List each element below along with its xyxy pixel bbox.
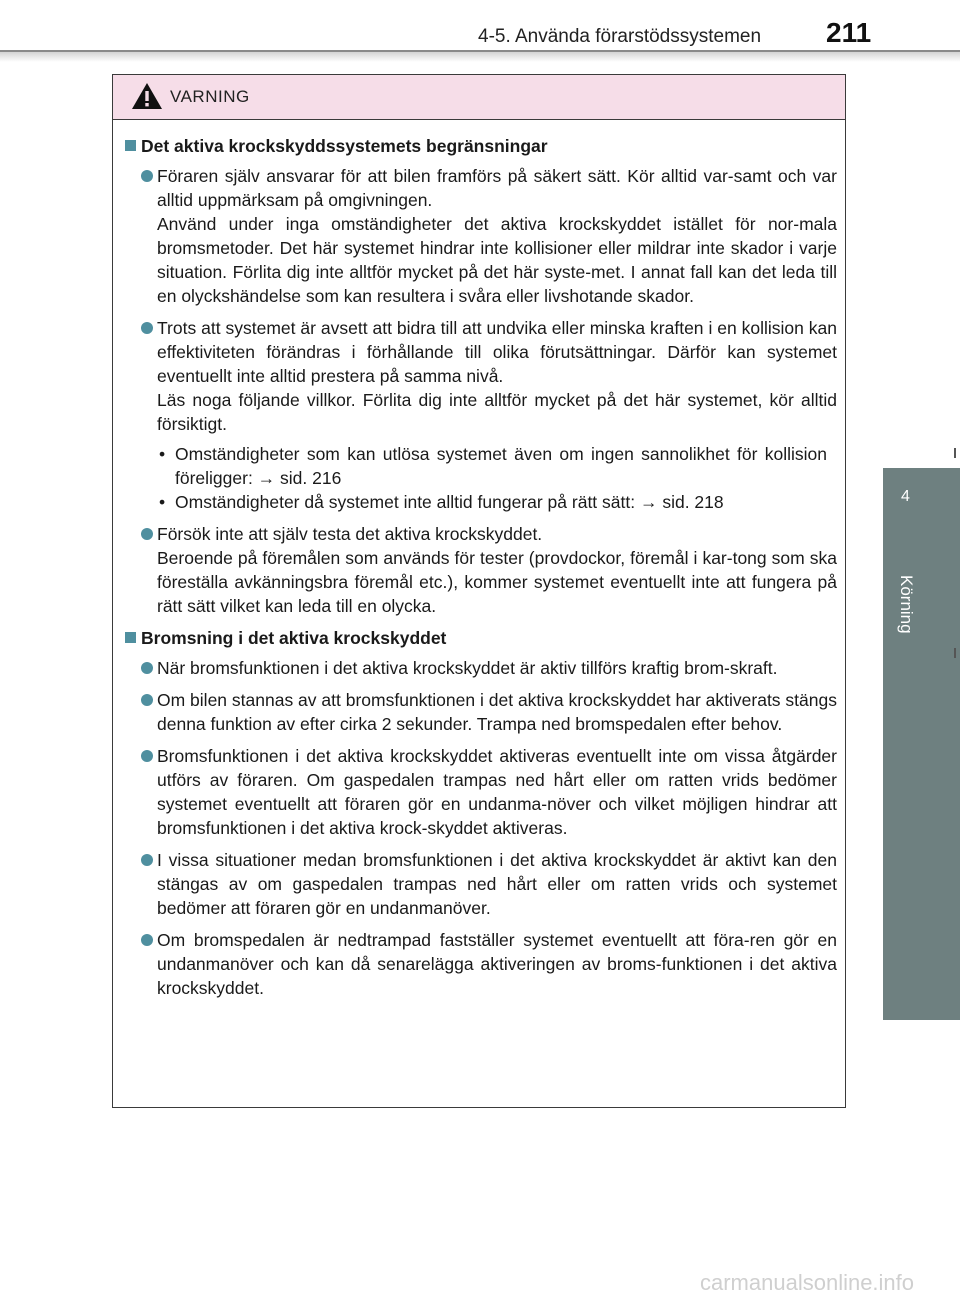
- sub-list-item-text: Omständigheter då systemet inte alltid fungerar på rätt sätt: → sid. 218: [175, 492, 724, 512]
- section-title-text: Det aktiva krockskyddssystemets begränsningar: [141, 136, 548, 156]
- round-bullet-icon: [141, 528, 153, 540]
- round-bullet-icon: [141, 750, 153, 762]
- item-paragraph: Trots att systemet är avsett att bidra till att undvika eller minska kraften i en kollision kan effektiviteten förändras i förhållande till olika förutsättningar. Därför kan systemet eventuellt inte alltid prestera på samma nivå.: [157, 318, 837, 386]
- list-item: [125, 522, 837, 618]
- warning-label: VARNING: [170, 87, 250, 106]
- warning-triangle-icon: [131, 81, 163, 111]
- header-rule: [0, 50, 960, 62]
- list-item: [125, 848, 837, 920]
- round-bullet-icon: [141, 694, 153, 706]
- list-item: [125, 744, 837, 840]
- sub-list-item: • Omständigheter då systemet inte alltid fungerar på rätt sätt: → sid. 218: [159, 492, 724, 512]
- item-paragraph: Föraren själv ansvarar för att bilen framförs på säkert sätt. Kör alltid var-samt och var alltid uppmärksam på omgivningen.: [157, 166, 837, 210]
- section-header-title: 4-5. Använda förarstödssystemen: [478, 26, 762, 47]
- section-title: [125, 626, 837, 650]
- round-bullet-icon: [141, 170, 153, 182]
- warning-header: [113, 75, 845, 120]
- round-bullet-icon: [141, 662, 153, 674]
- list-item: [125, 164, 837, 308]
- item-paragraph: Om bilen stannas av att bromsfunktionen i det aktiva krockskyddet har aktiverats stängs denna funktion av efter cirka 2 sekunder. Trampa ned bromspedalen efter behov.: [157, 690, 837, 734]
- round-bullet-icon: [141, 854, 153, 866]
- square-bullet-icon: [125, 140, 136, 151]
- item-paragraph: När bromsfunktionen i det aktiva krockskyddet är aktiv tillförs kraftig brom-skraft.: [157, 658, 778, 678]
- section-title-text: Bromsning i det aktiva krockskyddet: [141, 628, 447, 648]
- edge-tick-mark: [954, 648, 956, 658]
- sub-list: [157, 442, 837, 514]
- list-item: [125, 656, 837, 680]
- list-item: [125, 928, 837, 1000]
- item-paragraph: I vissa situationer medan bromsfunktionen i det aktiva krockskyddet är aktivt kan den stängas av om gaspedalen trampas ned hårt eller om ratten vrids och systemet bedömer att föraren gör en undanmanöver.: [157, 850, 837, 918]
- warning-body: [113, 120, 845, 1000]
- item-paragraph: Använd under inga omständigheter det aktiva krockskyddet istället för nor-mala bromsmetoder. Det här systemet hindrar inte kollisioner eller mildrar inte skador i varje situation. Förlita dig inte alltför mycket på det här syste-met. I annat fall kan det leda till en olyckshändelse som kan resultera i svåra eller livshotande skador.: [157, 214, 837, 306]
- item-paragraph: Om bromspedalen är nedtrampad fastställer systemet eventuellt att föra-ren gör en undanmanöver och kan då senarelägga aktiveringen av broms-funktionen i det aktiva krockskyddet.: [157, 930, 837, 998]
- section-title: [125, 134, 837, 158]
- round-bullet-icon: [141, 934, 153, 946]
- item-paragraph: Beroende på föremålen som används för tester (provdockor, föremål i kar-tong som ska föreställa avkänningsbra föremål etc.), kommer systemet eventuellt inte att fungera på rätt sätt vilket kan leda till en olycka.: [157, 548, 837, 616]
- item-paragraph: Bromsfunktionen i det aktiva krockskyddet aktiveras eventuellt inte om vissa åtgärder utförs av föraren. Om gaspedalen trampas ned hårt eller om ratten vrids bedömer systemet eventuellt att föraren gör en undanma-növer och vilket möjligen hindrar att bromsfunktionen i det aktiva krock-skyddet aktiveras.: [157, 746, 837, 838]
- round-bullet-icon: [141, 322, 153, 334]
- item-paragraph: Läs noga följande villkor. Förlita dig inte alltför mycket på det här systemet, kör alltid försiktigt.: [157, 390, 837, 434]
- warning-box: [112, 74, 846, 1108]
- chapter-name: Körning: [897, 575, 916, 634]
- item-paragraph: Försök inte att själv testa det aktiva krockskyddet.: [157, 524, 543, 544]
- chapter-tab: [883, 468, 960, 1020]
- page-number: 211: [826, 17, 872, 48]
- chapter-number: 4: [901, 488, 910, 505]
- edge-tick-mark: [954, 448, 956, 458]
- list-item: [125, 316, 837, 514]
- square-bullet-icon: [125, 632, 136, 643]
- list-item: [125, 688, 837, 736]
- sub-list-item: • Omständigheter som kan utlösa systemet även om ingen sannolikhet för kollision föreligger: → sid. 216: [159, 444, 827, 488]
- watermark: carmanualsonline.info: [700, 1270, 915, 1295]
- sub-list-item-text: Omständigheter som kan utlösa systemet även om ingen sannolikhet för kollision föreligger: → sid. 216: [175, 444, 827, 488]
